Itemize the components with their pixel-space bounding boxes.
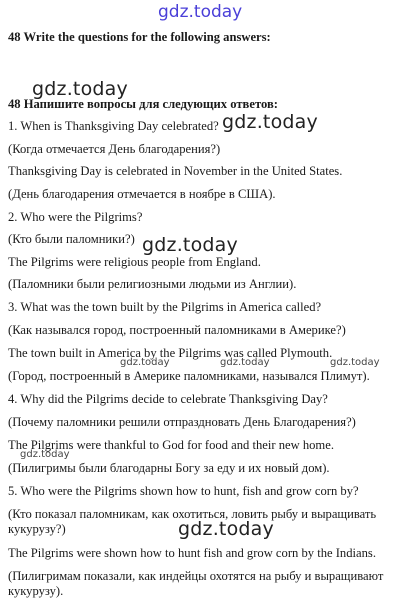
watermark-small: gdz.today <box>330 357 380 368</box>
watermark-small: gdz.today <box>120 357 170 368</box>
watermark-top: gdz.today <box>158 2 243 22</box>
answer-5: The Pilgrims were shown how to hunt fish and grow corn by the Indians. <box>8 546 376 560</box>
answer-1: Thanksgiving Day is celebrated in November in the United States. <box>8 164 343 178</box>
answer-2: The Pilgrims were religious people from England. <box>8 255 261 269</box>
watermark-small: gdz.today <box>20 449 70 460</box>
watermark: gdz.today <box>142 234 238 256</box>
answer-4: The Pilgrims were thankful to God for food and their new home. <box>8 438 334 452</box>
answer-1-translation: (День благодарения отмечается в ноябре в США). <box>8 187 276 201</box>
question-4: 4. Why did the Pilgrims decide to celebrate Thanksgiving Day? <box>8 392 328 406</box>
question-5-translation: (Кто показал паломникам, как охотиться, ловить рыбу и выращивать кукурузу?) <box>8 507 377 536</box>
question-1-translation: (Когда отмечается День благодарения?) <box>8 142 221 156</box>
answer-3: The town built in America by the Pilgrims was called Plymouth. <box>8 346 333 360</box>
question-5: 5. Who were the Pilgrims shown how to hunt, fish and grow corn by? <box>8 484 359 498</box>
answer-4-translation: (Пилигримы были благодарны Богу за еду и их новый дом). <box>8 461 330 475</box>
answer-2-translation: (Паломники были религиозными людьми из Англии). <box>8 277 297 291</box>
answer-5-translation: (Пилигримам показали, как индейцы охотятся на рыбу и выращивают кукурузу). <box>8 569 384 598</box>
watermark: gdz.today <box>222 111 318 133</box>
question-2-translation: (Кто были паломники?) <box>8 232 135 246</box>
watermark-small: gdz.today <box>220 357 270 368</box>
question-3-translation: (Как назывался город, построенный паломниками в Америке?) <box>8 323 346 337</box>
answer-3-translation: (Город, построенный в Америке паломниками, назывался Плимут). <box>8 369 370 383</box>
question-2: 2. Who were the Pilgrims? <box>8 210 143 224</box>
exercise-heading-en: 48 Write the questions for the following answers: <box>8 30 271 44</box>
question-3: 3. What was the town built by the Pilgrims in America called? <box>8 300 322 314</box>
watermark: gdz.today <box>178 518 274 540</box>
question-1: 1. When is Thanksgiving Day celebrated? <box>8 119 219 133</box>
question-4-translation: (Почему паломники решили отпраздновать День Благодарения?) <box>8 415 356 429</box>
exercise-heading-ru: 48 Напишите вопросы для следующих ответов: <box>8 97 278 111</box>
watermark: gdz.today <box>32 78 128 100</box>
